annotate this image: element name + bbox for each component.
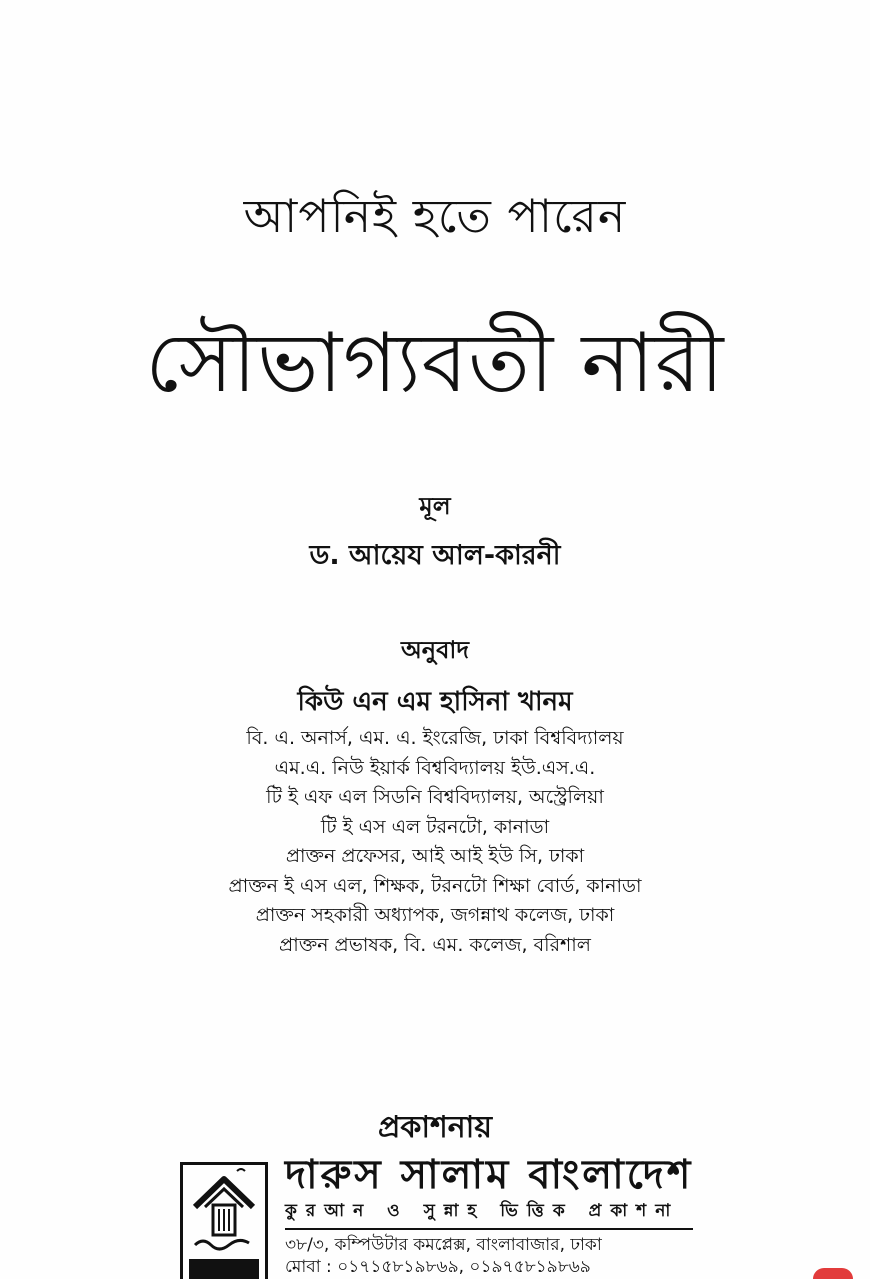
- credential-line: প্রাক্তন ই এস এল, শিক্ষক, টরনটো শিক্ষা বোর্ড, কানাডা: [228, 874, 642, 897]
- publisher-label: প্রকাশনায়: [377, 1110, 493, 1145]
- publisher-block: [285, 1152, 705, 1278]
- original-label: মূল: [419, 492, 451, 520]
- translator-credentials: [0, 724, 870, 960]
- credential-line: প্রাক্তন প্রভাষক, বি. এম. কলেজ, বরিশাল: [279, 933, 591, 956]
- credential-line: টি ই এস এল টরনটো, কানাডা: [320, 815, 550, 838]
- publisher-address: ৩৮/৩, কম্পিউটার কমপ্লেক্স, বাংলাবাজার, ঢাকা: [285, 1235, 602, 1255]
- credential-line: প্রাক্তন প্রফেসর, আই আই ইউ সি, ঢাকা: [285, 845, 585, 867]
- translation-label: অনুবাদ: [400, 636, 470, 664]
- red-corner-mark: [813, 1268, 853, 1279]
- book-title: সৌভাগ্যবতী নারী: [145, 316, 725, 411]
- credential-line: এম.এ. নিউ ইয়ার্ক বিশ্ববিদ্যালয় ইউ.এস.এ.: [274, 756, 596, 779]
- publisher-name: দারুস সালাম বাংলাদেশ: [285, 1152, 694, 1198]
- publisher-phone: মোবা : ০১৭১৫৮১৯৮৬৯, ০১৯৭৫৮১৯৮৬৯: [285, 1257, 591, 1277]
- credential-line: টি ই এফ এল সিডনি বিশ্ববিদ্যালয়, অস্ট্রেলিয়া: [266, 786, 604, 808]
- credential-line: প্রাক্তন সহকারী অধ্যাপক, জগন্নাথ কলেজ, ঢাকা: [255, 904, 615, 926]
- credential-line: বি. এ. অনার্স, এম. এ. ইংরেজি, ঢাকা বিশ্ববিদ্যালয়: [246, 727, 624, 749]
- translator-name: কিউ এন এম হাসিনা খানম: [297, 687, 573, 717]
- book-subtitle: আপনিই হতে পারেন: [243, 189, 627, 243]
- author-name: ড. আয়েয আল-কারনী: [309, 540, 561, 571]
- darussalam-logo-icon: [180, 1162, 268, 1279]
- publisher-tagline: কুরআন ও সুন্নাহ ভিত্তিক প্রকাশনা: [285, 1201, 680, 1221]
- logo-graphic: [183, 1165, 265, 1279]
- divider: [285, 1228, 693, 1230]
